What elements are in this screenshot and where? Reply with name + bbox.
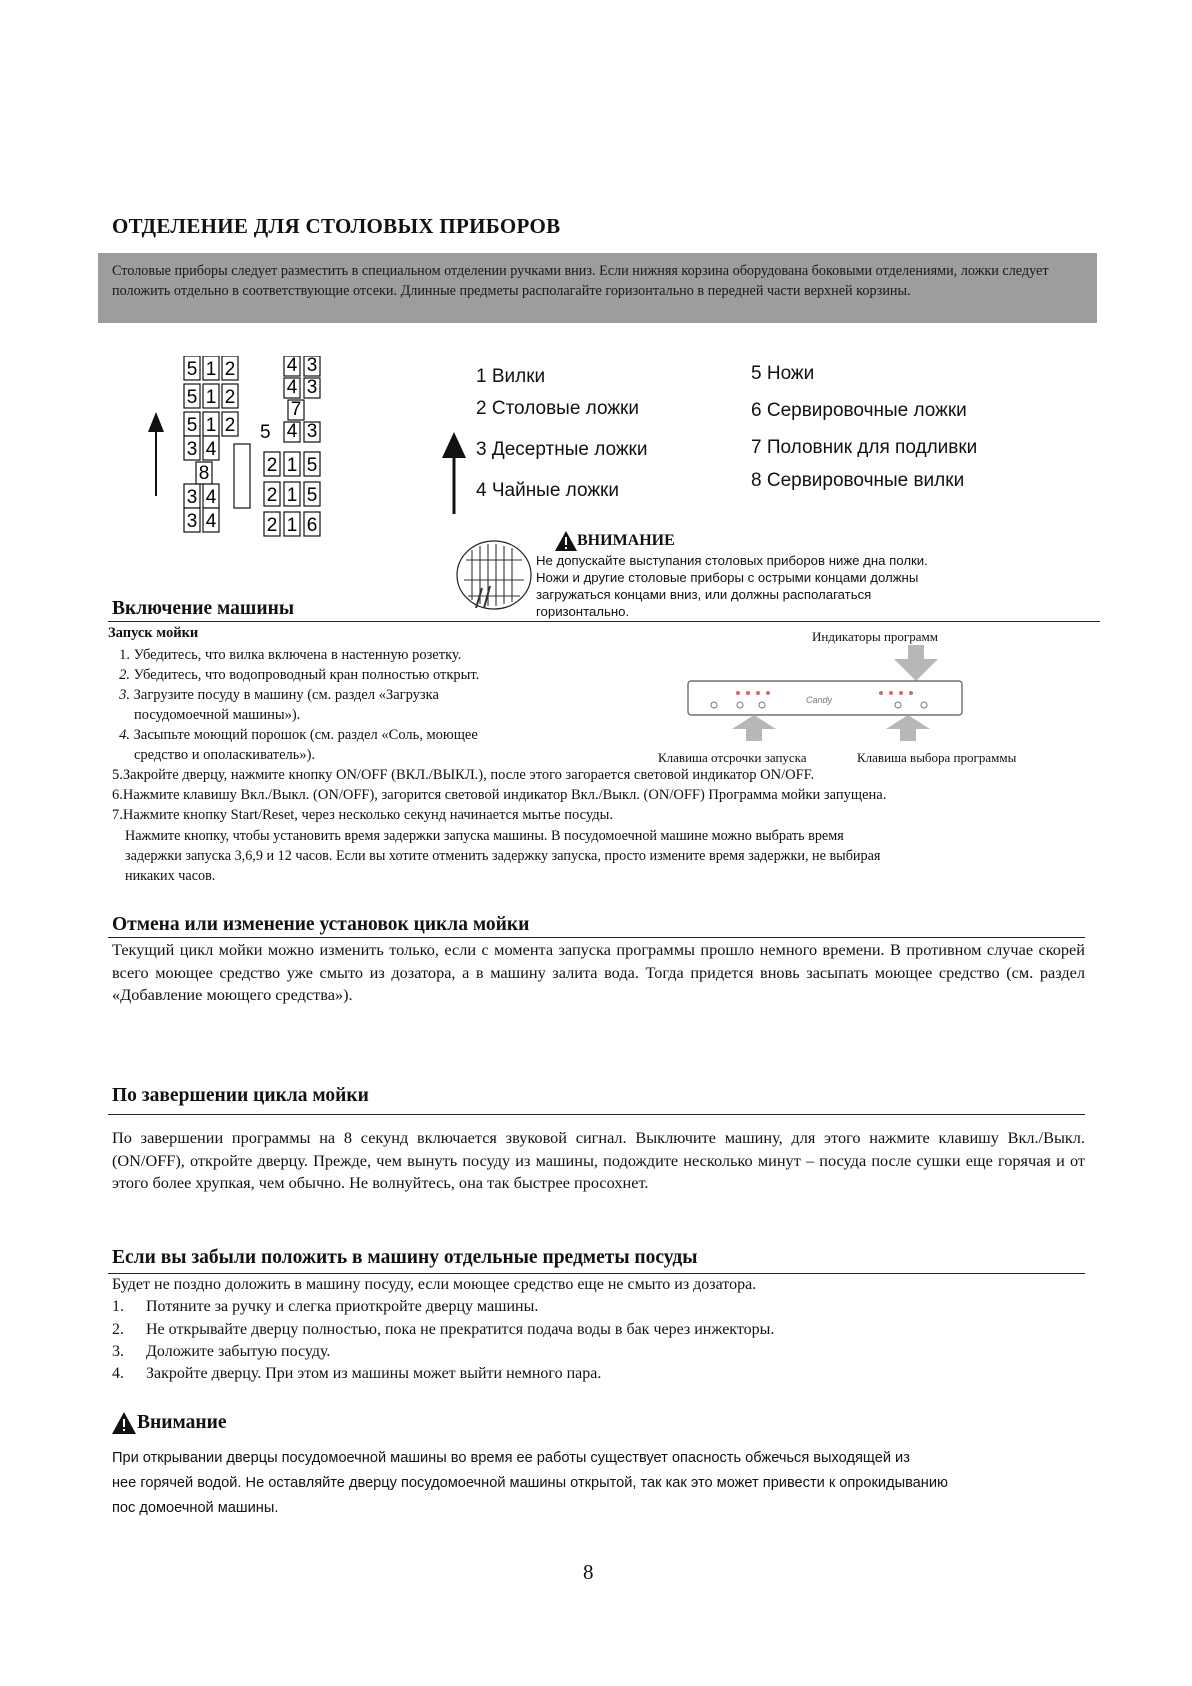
basket-long-cell [234,444,250,508]
warning-line: горизонтально. [536,604,630,619]
basket-cell-label: 2 [266,485,278,506]
basket-cell-label: 5 [186,387,198,408]
panel-label-indicators: Индикаторы программ [812,629,938,644]
step-text: Убедитесь, что вилка включена в настенную розетку. [133,647,462,663]
legend-item: 7 Половник для подливки [751,437,978,458]
list-num: 3. [112,1342,124,1360]
step-num: 7. [112,807,123,823]
steps-short [112,645,479,765]
step-text: Загрузите посуду в машину (см. раздел «Загрузка [133,687,439,703]
step-text: посудомоечной машины»). [134,707,301,723]
up-arrow-icon [442,432,466,514]
basket-middle-label: 5 [260,422,271,443]
basket-up-arrow-shaft [155,430,157,496]
list-text: Потяните за ручку и слегка приоткройте дверцу машины. [146,1298,539,1316]
basket-cell-label: 6 [306,515,318,536]
basket-cell-label: 4 [286,421,298,442]
divider [108,937,1085,938]
basket-cell-label: 1 [205,387,217,408]
list-num: 1. [112,1298,124,1316]
start-heading: Включение машины [112,598,295,619]
panel-label-delay: Клавиша отсрочки запуска [658,750,807,765]
basket-cell-label: 1 [286,455,298,476]
list-num: 2. [112,1320,124,1338]
basket-cell-label: 5 [306,455,318,476]
basket-cell-label: 4 [205,487,217,508]
warning-title: ВНИМАНИЕ [577,532,675,549]
delay-line: Нажмите кнопку, чтобы установить время задержки запуска машины. В посудомоечной машине можно выбрать время [125,828,844,844]
legend-item: 6 Сервировочные ложки [751,400,967,421]
delay-line: задержки запуска 3,6,9 и 12 часов. Если вы хотите отменить задержку запуска, просто измените время задержки, не выбирая [125,848,881,864]
warning-icon [112,1412,136,1439]
warning-line: загружаться концами вниз, или должны располагаться [536,587,872,602]
legend-item: 1 Вилки [476,366,546,387]
step-text: Закройте дверцу, нажмите кнопку ON/OFF (ВКЛ./ВЫКЛ.), после этого загорается световой индикатор ON/OFF. [122,767,815,783]
warning-line: нее горячей водой. Не оставляйте дверцу посудомоечной машины открытой, так как это может привести к опрокидыванию [112,1475,948,1491]
basket-cell-label: 8 [198,463,210,484]
step-num: 3. [119,687,130,703]
cutlery-basket-diagram [148,356,338,556]
page-number: 8 [583,1560,594,1584]
delay-text [125,826,880,886]
panel-brand: Candy [806,695,833,705]
warning2-title: Внимание [137,1412,227,1433]
basket-cell-label: 1 [286,485,298,506]
steps-full [112,765,886,825]
basket-up-arrow [148,412,164,432]
basket-cell-label: 2 [224,415,236,436]
legend-item: 8 Сервировочные вилки [751,470,965,491]
basket-cell-label: 7 [290,399,302,420]
basket-cell-label: 2 [224,359,236,380]
basket-cell-label: 4 [286,356,298,376]
basket-cell-label: 4 [286,377,298,398]
basket-cell-label: 2 [266,515,278,536]
basket-cell-label: 3 [306,356,318,376]
step-text: средство и ополаскиватель»). [134,747,316,763]
basket-warning-icon [456,540,532,610]
basket-cell-label: 5 [306,485,318,506]
list-num: 4. [112,1365,124,1383]
basket-cell-label: 3 [186,439,198,460]
control-panel-illustration [686,645,964,741]
forgot-heading: Если вы забыли положить в машину отдельные предметы посуды [112,1247,698,1268]
basket-cell-label: 2 [266,455,278,476]
warning-line: При открывании дверцы посудомоечной машины во время ее работы существует опасность обжечься выходящей из [112,1450,910,1466]
basket-cell-label: 5 [186,359,198,380]
basket-cell-label: 4 [205,439,217,460]
step-num: 2. [119,667,130,683]
divider [108,621,1100,622]
section-title: ОТДЕЛЕНИЕ ДЛЯ СТОЛОВЫХ ПРИБОРОВ [112,214,561,238]
list-text: Доложите забытую посуду. [146,1342,331,1360]
cancel-heading: Отмена или изменение установок цикла мойки [112,914,530,935]
step-text: Нажмите клавишу Вкл./Выкл. (ON/OFF), загорится световой индикатор Вкл./Выкл. (ON/OFF) Программа мойки запущена. [122,787,887,803]
basket-arrow-icon [148,356,338,556]
end-heading: По завершении цикла мойки [112,1085,369,1106]
warning-line: Не допускайте выступания столовых приборов ниже дна полки. [536,553,928,568]
basket-cell-label: 1 [205,359,217,380]
step-text: Нажмите кнопку Start/Reset, через несколько секунд начинается мытье посуды. [122,807,613,823]
step-num: 5. [112,767,123,783]
intro-text: Столовые приборы следует разместить в специальном отделении ручками вниз. Если нижняя корзина оборудована боковыми отделениями, ложки следует положить отдельно в соответствующие отсеки. Длинные предметы располагайте горизонтально в передней части верхней корзины. [112,263,1049,299]
basket-cell-label: 4 [205,511,217,532]
legend-item: 4 Чайные ложки [476,480,619,501]
warning-text [536,552,928,620]
basket-cell-label: 5 [186,415,198,436]
legend-item: 2 Столовые ложки [476,398,639,419]
warning-line: Ножи и другие столовые приборы с острыми концами должны [536,570,919,585]
basket-cell-label: 3 [186,487,198,508]
legend-item: 3 Десертные ложки [476,439,648,460]
start-subheading: Запуск мойки [108,625,199,641]
basket-cell-label: 3 [306,421,318,442]
step-num: 1. [119,647,130,663]
basket-cell-label: 3 [306,377,318,398]
end-text: По завершении программы на 8 секунд включается звуковой сигнал. Выключите машину, для этого нажмите клавишу Вкл./Выкл. (ON/OFF), откройте дверцу. Прежде, чем вынуть посуду из машины, подождите несколько минут – посуда после сушки еще горячая и от этого более хрупкая, чем обычно. Не волнуйтесь, она так быстрее просохнет. [112,1128,1085,1193]
list-text: Не открывайте дверцу полностью, пока не прекратится подача воды в бак через инжекторы. [146,1320,775,1338]
intro-box [98,253,1097,323]
delay-line: никаких часов. [125,868,216,884]
basket-cell-label: 1 [205,415,217,436]
basket-cell-label: 3 [186,511,198,532]
list-text: Закройте дверцу. При этом из машины может выйти немного пара. [146,1365,602,1383]
legend-item: 5 Ножи [751,363,815,384]
basket-cell-label: 2 [224,387,236,408]
forgot-intro: Будет не поздно доложить в машину посуду, если моющее средство еще не смыто из дозатора. [112,1276,757,1293]
cancel-text: Текущий цикл мойки можно изменить только, если с момента запуска программы прошло немного времени. В противном случае скорей всего моющее средство уже смыто из дозатора, а в машину залита вода. Тогда придется вновь засыпать моющее средство (см. раздел «Добавление моющего средства»). [112,940,1085,1005]
step-text: Засыпьте моющий порошок (см. раздел «Соль, моющее [133,727,478,743]
warning-line: пос домоечной машины. [112,1500,279,1516]
warning2-text [112,1446,948,1521]
step-num: 6. [112,787,123,803]
step-text: Убедитесь, что водопроводный кран полностью открыт. [133,667,480,683]
step-num: 4. [119,727,130,743]
basket-cell-label: 1 [286,515,298,536]
divider [108,1114,1085,1115]
forgot-list [112,1274,774,1385]
panel-label-program: Клавиша выбора программы [857,750,1017,765]
